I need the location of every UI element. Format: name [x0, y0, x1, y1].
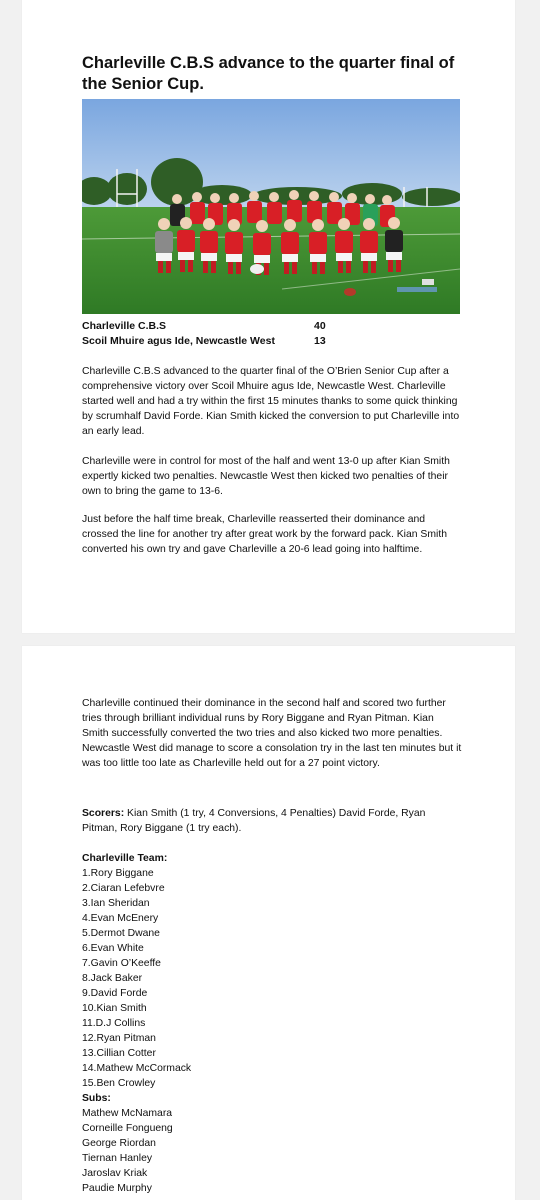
sub-player: Paudie Murphy	[82, 1183, 152, 1194]
team-player: 10.Kian Smith	[82, 1003, 147, 1014]
team-player: 15.Ben Crowley	[82, 1078, 156, 1089]
team-player: 4.Evan McEnery	[82, 913, 159, 924]
document-page-2	[22, 646, 515, 1200]
team-player: 8.Jack Baker	[82, 973, 143, 984]
score-team: Scoil Mhuire agus Ide, Newcastle West	[82, 335, 275, 347]
team-player: 6.Evan White	[82, 943, 144, 954]
scorers-paragraph	[82, 806, 462, 836]
score-team: Charleville C.B.S	[82, 320, 167, 332]
match-report-paragraph: Charleville continued their dominance in the second half and scored two further tries through brilliant individual runs by Rory Biggane and Ryan Pitman. Kian Smith successfully converted the two tries and also kicked two more penalties. Newcastle West did manage to score a consolation try in the last ten minutes but it was too little too late as Charleville held out for a 27 point victory.	[82, 698, 462, 769]
sub-player: Mathew McNamara	[82, 1108, 173, 1119]
subs-heading: Subs:	[82, 1093, 111, 1104]
team-heading: Charleville Team:	[82, 853, 168, 864]
scorers-text: Kian Smith (1 try, 4 Conversions, 4 Penalties) David Forde, Ryan Pitman, Rory Biggane (1 try each).	[82, 808, 426, 834]
score-table	[82, 319, 382, 349]
team-player: 9.David Forde	[82, 988, 148, 999]
scorers-label: Scorers:	[82, 808, 125, 819]
match-report-paragraph: Charleville C.B.S advanced to the quarter final of the O’Brien Senior Cup after a comprehensive victory over Scoil Mhuire agus Ide, Newcastle West. Charleville started well and had a try within the first 15 minutes thanks to some quick thinking by scrumhalf David Forde. Kian Smith kicked the conversion to put Charleville into an early lead.	[82, 366, 460, 437]
score-row	[82, 334, 382, 349]
sub-player: George Riordan	[82, 1138, 156, 1149]
team-player: 3.Ian Sheridan	[82, 898, 150, 909]
team-player: 11.D.J Collins	[82, 1018, 146, 1029]
sub-player: Jaroslav Kriak	[82, 1168, 148, 1179]
team-player: 12.Ryan Pitman	[82, 1033, 156, 1044]
team-photo	[82, 99, 460, 314]
team-player: 14.Mathew McCormack	[82, 1063, 192, 1074]
match-report-paragraph: Charleville were in control for most of the half and went 13-0 up after Kian Smith expertly kicked two penalties. Newcastle West then kicked two penalties of their own to bring the game to 13-6.	[82, 456, 450, 497]
score-points: 40	[314, 320, 326, 332]
team-player: 5.Dermot Dwane	[82, 928, 160, 939]
score-points: 13	[314, 335, 326, 347]
team-player: 7.Gavin O’Keeffe	[82, 958, 161, 969]
team-list	[82, 851, 462, 1196]
sub-player: Corneille Fongueng	[82, 1123, 173, 1134]
sub-player: Tiernan Hanley	[82, 1153, 153, 1164]
team-player: 13.Cillian Cotter	[82, 1048, 156, 1059]
match-report-paragraph: Just before the half time break, Charleville reasserted their dominance and crossed the line for another try after great work by the forward pack. Kian Smith converted his own try and gave Charleville a 20-6 lead going into halftime.	[82, 514, 447, 555]
article-title: Charleville C.B.S advance to the quarter final of the Senior Cup.	[82, 54, 455, 93]
document-page-1	[22, 0, 515, 633]
team-player: 1.Rory Biggane	[82, 868, 154, 879]
team-player: 2.Ciaran Lefebvre	[82, 883, 165, 894]
score-row	[82, 319, 382, 334]
